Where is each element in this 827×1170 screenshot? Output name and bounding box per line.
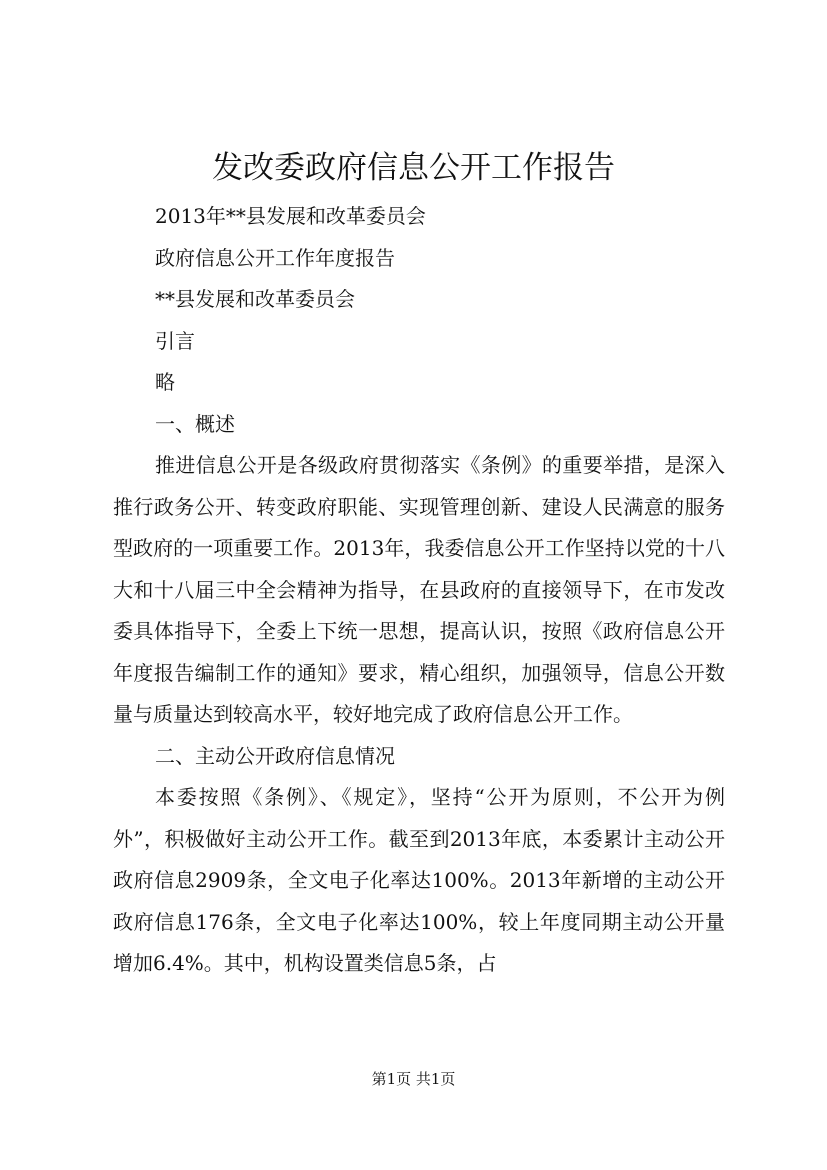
paragraph-report-heading: 政府信息公开工作年度报告 [155, 245, 395, 270]
paragraph-issuer: **县发展和改革委员会 [155, 287, 355, 311]
section-heading-active-disclosure: 二、主动公开政府信息情况 [155, 743, 395, 768]
paragraph-active-disclosure: 本委按照《条例》、《规定》，坚持“公开为原则，不公开为例外”，积极做好主动公开工作。截至到2013年底，本委累计主动公开政府信息2909条，全文电子化率达100%。2013年新增的主动公开政府信息176条，全文电子化率达100%，较上年度同期主动公开量增加6.4%。其中，机构设置类信息5条，占 [113, 785, 725, 975]
document-title: 发改委政府信息公开工作报告 [212, 150, 615, 186]
paragraph-overview: 推进信息公开是各级政府贯彻落实《条例》的重要举措，是深入推行政务公开、转变政府职能、实现管理创新、建设人民满意的服务型政府的一项重要工作。2013年，我委信息公开工作坚持以党的十八大和十八届三中全会精神为指导，在县政府的直接领导下，在市发改委具体指导下，全委上下统一思想，提高认识，按照《政府信息公开年度报告编制工作的通知》要求，精心组织，加强领导，信息公开数量与质量达到较高水平，较好地完成了政府信息公开工作。 [113, 453, 725, 726]
section-heading-overview: 一、概述 [155, 411, 235, 436]
paragraph-intro-text: 略 [155, 370, 175, 394]
document-body [113, 196, 725, 985]
paragraph-intro-heading: 引言 [155, 328, 195, 353]
paragraph-year-heading: 2013年**县发展和改革委员会 [155, 204, 426, 228]
page-footer: 第1页 共1页 [371, 1070, 456, 1088]
